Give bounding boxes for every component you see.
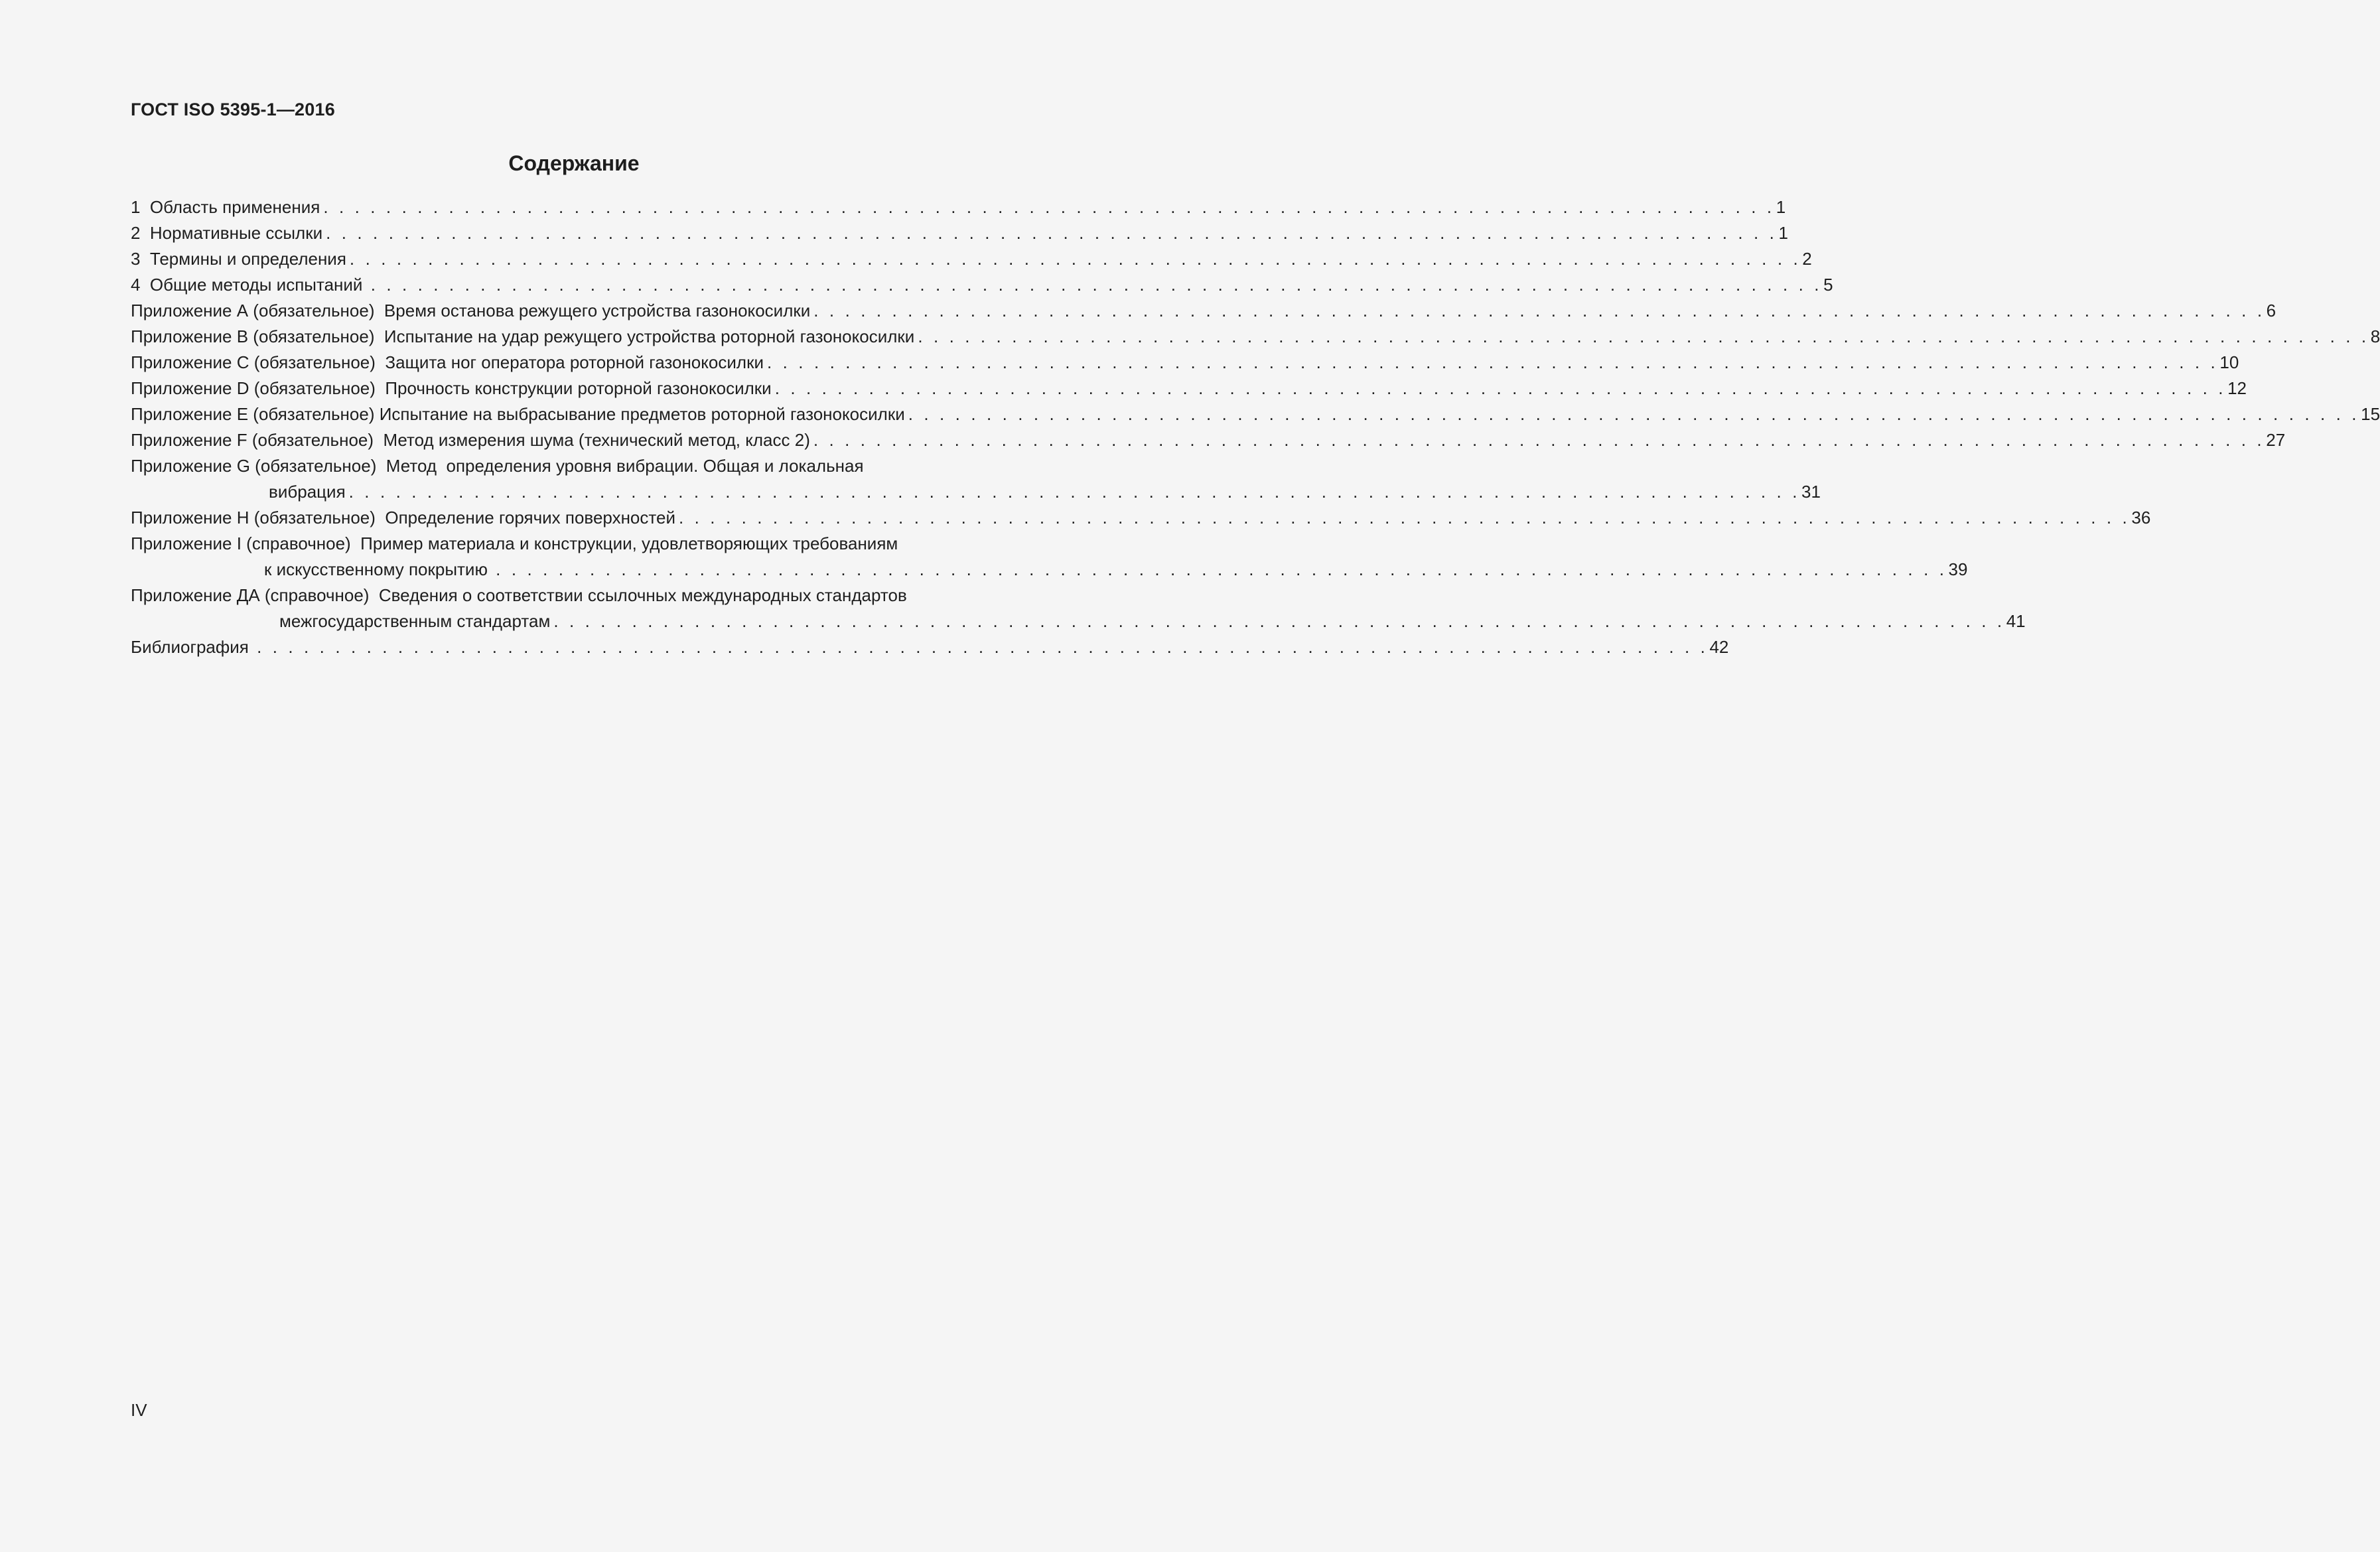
- toc-entry-annex-h[interactable]: [131, 505, 2151, 531]
- toc-entry-page: 5: [1823, 275, 1833, 295]
- dot-leader: . . . . . . . . . . . . . . . . . . . . . . . . . . . . . . . . . . . . . . . . . . . . . . . . . . . . . . . . . . . . . . . . . . . . . . . . . . . . . . . . . . . . . . . . . . . . .: [774, 378, 2227, 398]
- toc-entry-label: 1 Область применения: [131, 197, 320, 217]
- toc-entry-label: Приложение С (обязательное) Защита ног оператора роторной газонокосилки: [131, 352, 764, 372]
- toc-entry-page: 6: [2266, 301, 2276, 320]
- toc-entry-page: 42: [1709, 637, 1729, 657]
- toc-entry-normative-references[interactable]: [131, 220, 1788, 246]
- toc-entry-page: 36: [2131, 508, 2151, 528]
- dot-leader: . . . . . . . . . . . . . . . . . . . . . . . . . . . . . . . . . . . . . . . . . . . . . . . . . . . . . . . . . . . . . . . . . . . . . . . . . . . . . . . . . . . . . . . . . . . . .: [679, 508, 2131, 528]
- toc-entry-terms[interactable]: [131, 246, 1812, 272]
- toc-entry-annex-f[interactable]: [131, 427, 2286, 453]
- dot-leader: . . . . . . . . . . . . . . . . . . . . . . . . . . . . . . . . . . . . . . . . . . . . . . . . . . . . . . . . . . . . . . . . . . . . . . . . . . . . . . . . . . . . . . . . . . . . .: [767, 352, 2219, 372]
- toc-entry-label: Приложение F (обязательное) Метод измерения шума (технический метод, класс 2): [131, 430, 810, 450]
- dot-leader: . . . . . . . . . . . . . . . . . . . . . . . . . . . . . . . . . . . . . . . . . . . . . . . . . . . . . . . . . . . . . . . . . . . . . . . . . . . . . . . . . . . . . . . . . . . . .: [918, 326, 2369, 346]
- toc-entry-label: Приложение ДА (справочное) Сведения о соответствии ссылочных международных стандартов: [131, 585, 907, 605]
- toc-entry-bibliography[interactable]: [131, 634, 1729, 660]
- toc-entry-annex-c[interactable]: [131, 350, 2239, 376]
- dot-leader: . . . . . . . . . . . . . . . . . . . . . . . . . . . . . . . . . . . . . . . . . . . . . . . . . . . . . . . . . . . . . . . . . . . . . . . . . . . . . . . . . . . . . . . . . . . . .: [553, 611, 2005, 631]
- dot-leader: . . . . . . . . . . . . . . . . . . . . . . . . . . . . . . . . . . . . . . . . . . . . . . . . . . . . . . . . . . . . . . . . . . . . . . . . . . . . . . . . . . . . . . . . . . . . .: [370, 275, 1823, 295]
- toc-entry-label: Приложение В (обязательное) Испытание на удар режущего устройства роторной газонокосилки: [131, 326, 915, 346]
- toc-entry-annex-e[interactable]: [131, 401, 2380, 427]
- toc-entry-label-continuation: межгосударственным стандартам: [279, 611, 551, 631]
- toc-entry-annex-d[interactable]: [131, 376, 2247, 401]
- toc-entry-label: 3 Термины и определения: [131, 249, 346, 269]
- toc-entry-page: 2: [1802, 249, 1812, 269]
- toc-entry-label: Приложение Е (обязательное) Испытание на выбрасывание предметов роторной газонокосилки: [131, 404, 905, 424]
- toc-entry-label-continuation: к искусственному покрытию: [264, 559, 493, 579]
- toc-entry-page: 12: [2227, 378, 2247, 398]
- dot-leader: . . . . . . . . . . . . . . . . . . . . . . . . . . . . . . . . . . . . . . . . . . . . . . . . . . . . . . . . . . . . . . . . . . . . . . . . . . . . . . . . . . . . . . . . . . . . .: [257, 637, 1709, 657]
- page-number: IV: [131, 1400, 147, 1420]
- toc-entry-label: Приложение А (обязательное) Время останова режущего устройства газонокосилки: [131, 301, 811, 320]
- toc-entry-page: 27: [2266, 430, 2286, 450]
- toc-entry-label: Приложение G (обязательное) Метод определения уровня вибрации. Общая и локальная: [131, 456, 864, 476]
- dot-leader: . . . . . . . . . . . . . . . . . . . . . . . . . . . . . . . . . . . . . . . . . . . . . . . . . . . . . . . . . . . . . . . . . . . . . . . . . . . . . . . . . . . . . . . . . . . . .: [323, 197, 1775, 217]
- toc-entry-label: Приложение D (обязательное) Прочность конструкции роторной газонокосилки: [131, 378, 772, 398]
- table-of-contents: [131, 194, 2380, 660]
- toc-entry-scope[interactable]: [131, 194, 1786, 220]
- dot-leader: . . . . . . . . . . . . . . . . . . . . . . . . . . . . . . . . . . . . . . . . . . . . . . . . . . . . . . . . . . . . . . . . . . . . . . . . . . . . . . . . . . . . . . . . . . . . .: [326, 223, 1778, 243]
- toc-title: Содержание: [508, 151, 640, 175]
- toc-entry-page: 8: [2370, 326, 2380, 346]
- document-code: ГОСТ ISO 5395-1—2016: [131, 100, 335, 119]
- toc-entry-page: 1: [1778, 223, 1788, 243]
- dot-leader: . . . . . . . . . . . . . . . . . . . . . . . . . . . . . . . . . . . . . . . . . . . . . . . . . . . . . . . . . . . . . . . . . . . . . . . . . . . . . . . . . . . . . . . . . . . . .: [908, 404, 2360, 424]
- toc-entry-label: Библиография: [131, 637, 254, 657]
- dot-leader: . . . . . . . . . . . . . . . . . . . . . . . . . . . . . . . . . . . . . . . . . . . . . . . . . . . . . . . . . . . . . . . . . . . . . . . . . . . . . . . . . . . . . . . . . . . . .: [813, 301, 2265, 320]
- toc-entry-annex-g[interactable]: [131, 453, 1821, 505]
- toc-entry-test-methods[interactable]: [131, 272, 1833, 298]
- toc-entry-label: Приложение Н (обязательное) Определение горячих поверхностей: [131, 508, 675, 528]
- toc-entry-page: 39: [1948, 559, 1968, 579]
- toc-entry-page: 10: [2219, 352, 2239, 372]
- toc-entry-annex-b[interactable]: [131, 324, 2380, 350]
- toc-entry-label: 4 Общие методы испытаний: [131, 275, 368, 295]
- dot-leader: . . . . . . . . . . . . . . . . . . . . . . . . . . . . . . . . . . . . . . . . . . . . . . . . . . . . . . . . . . . . . . . . . . . . . . . . . . . . . . . . . . . . . . . . . . . . .: [349, 249, 1801, 269]
- toc-entry-page: 1: [1776, 197, 1786, 217]
- toc-entry-label-continuation: вибрация: [269, 482, 346, 502]
- toc-entry-page: 15: [2361, 404, 2380, 424]
- toc-entry-annex-da[interactable]: [131, 583, 2026, 634]
- toc-entry-page: 41: [2006, 611, 2026, 631]
- dot-leader: . . . . . . . . . . . . . . . . . . . . . . . . . . . . . . . . . . . . . . . . . . . . . . . . . . . . . . . . . . . . . . . . . . . . . . . . . . . . . . . . . . . . . . . . . . . . .: [348, 482, 1801, 502]
- dot-leader: . . . . . . . . . . . . . . . . . . . . . . . . . . . . . . . . . . . . . . . . . . . . . . . . . . . . . . . . . . . . . . . . . . . . . . . . . . . . . . . . . . . . . . . . . . . . .: [496, 559, 1947, 579]
- toc-entry-label: Приложение I (справочное) Пример материала и конструкции, удовлетворяющих требованиям: [131, 533, 898, 553]
- toc-entry-annex-i[interactable]: [131, 531, 1968, 583]
- toc-entry-page: 31: [1801, 482, 1821, 502]
- toc-entry-annex-a[interactable]: [131, 298, 2276, 324]
- dot-leader: . . . . . . . . . . . . . . . . . . . . . . . . . . . . . . . . . . . . . . . . . . . . . . . . . . . . . . . . . . . . . . . . . . . . . . . . . . . . . . . . . . . . . . . . . . . . .: [813, 430, 2265, 450]
- toc-entry-label: 2 Нормативные ссылки: [131, 223, 323, 243]
